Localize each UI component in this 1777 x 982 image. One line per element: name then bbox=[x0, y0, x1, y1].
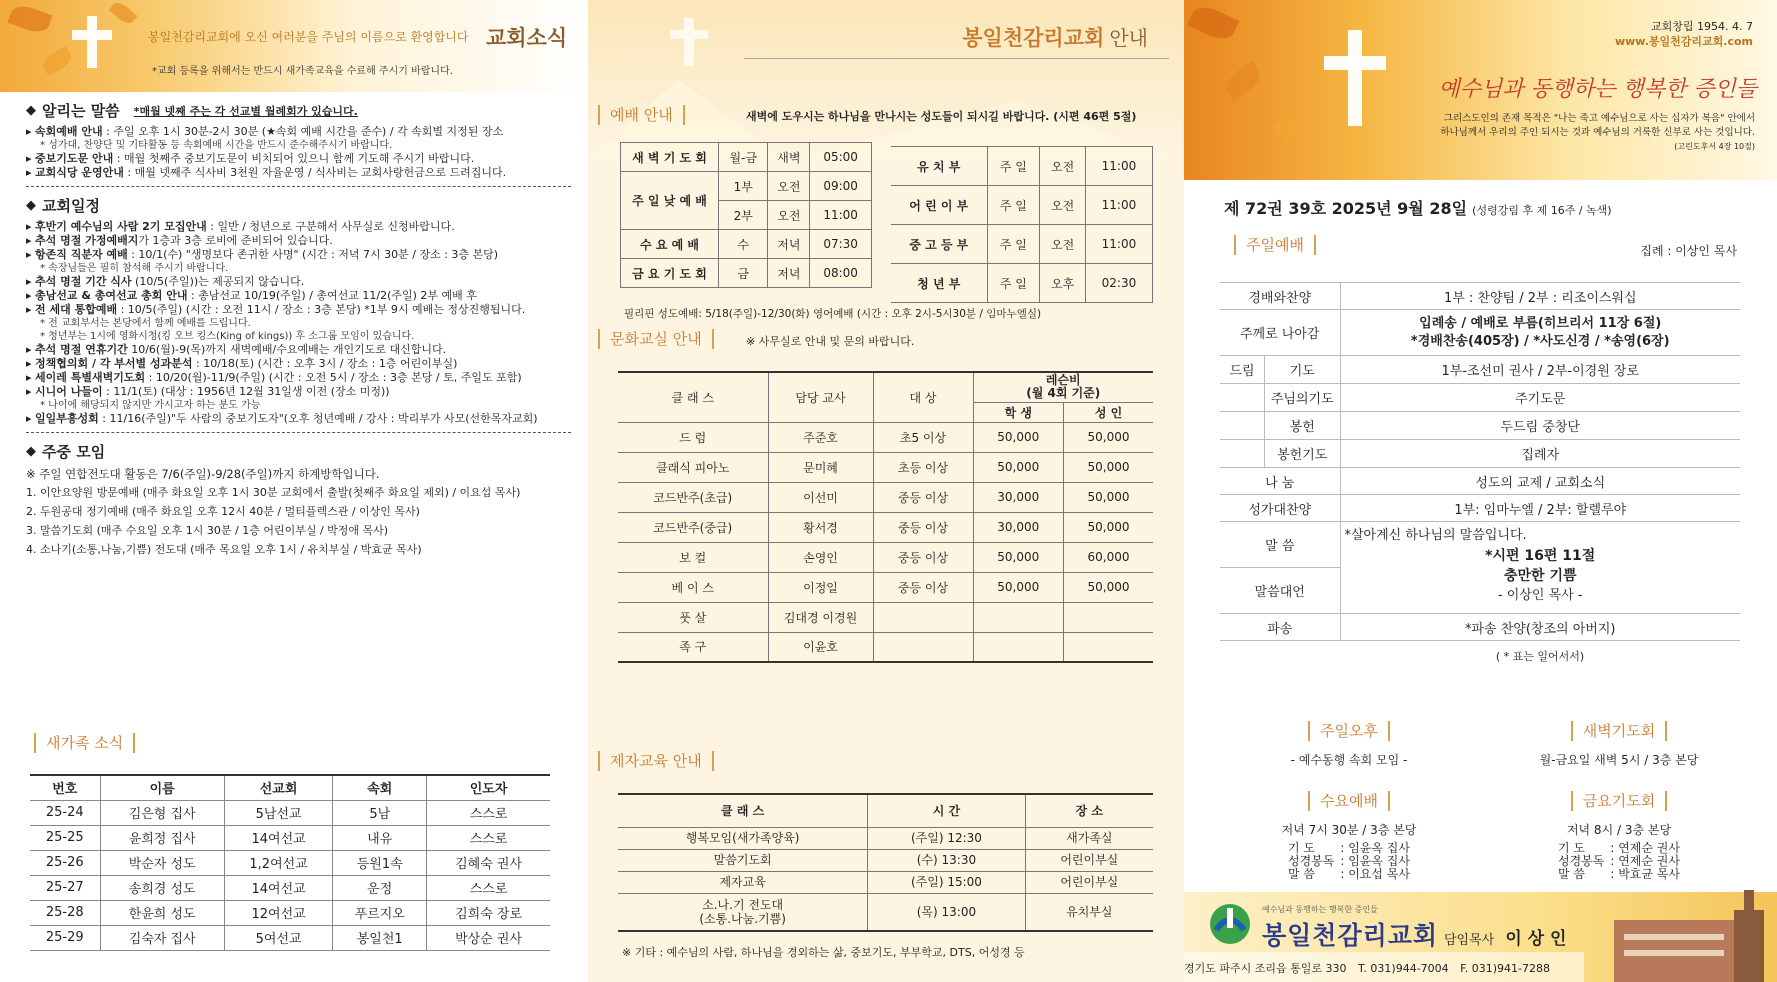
address-bar: 경기도 파주시 조리읍 통일로 330 T. 031)944-7004 F. 031)941-7288 bbox=[1184, 952, 1584, 982]
list-item: 3. 말씀기도회 (매주 수요일 오후 1시 30분 / 1층 어린이부실 / 박정애 목사) bbox=[26, 524, 389, 537]
list-item: ▸ 세이레 특별새벽기도회 : 10/20(월)-11/9(주일) (시간 : 오전 5시 / 장소 : 3층 본당 / 토, 주일도 포함) bbox=[26, 371, 522, 384]
table-row: 풋 살 김대경 이경원 bbox=[618, 602, 1153, 632]
table-row: 코드반주(초급) 이선미 중등 이상 30,000 50,000 bbox=[618, 482, 1153, 512]
table-header: 선교회 bbox=[224, 775, 333, 800]
right-panel bbox=[1184, 0, 1777, 982]
table-row: 25-27 송희경 성도 14여선교 운정 스스로 bbox=[30, 875, 550, 900]
order-table bbox=[1220, 282, 1740, 641]
website-link[interactable]: www.봉일천감리교회.com bbox=[1614, 35, 1753, 48]
list-item-note: * 성가대, 찬양단 및 기타활동 등 속회예배 시간을 반드시 준수해주시기 바랍니다. bbox=[40, 140, 393, 151]
list-item-note: * 전 교회부서는 본당에서 함께 예배를 드립니다. bbox=[40, 318, 251, 329]
order-row: 나 눔 성도의 교제 / 교회소식 bbox=[1220, 468, 1740, 495]
worship-table-left bbox=[620, 142, 872, 288]
announce-list bbox=[26, 125, 571, 180]
service-block: 수요예배 저녁 7시 30분 / 3층 본당 기 도 : 임윤옥 집사 성경봉독 : 임윤옥 집사 말 씀 : 이요섭 목사 bbox=[1281, 792, 1417, 881]
col-adult: 성 인 bbox=[1064, 402, 1153, 422]
mid-title: 봉일천감리교회 안내 bbox=[962, 26, 1148, 50]
drim-label: 드림 bbox=[1229, 364, 1255, 379]
disciple-heading: 제자교육 안내 bbox=[588, 750, 724, 771]
registration-notice: *교회 등록을 위해서는 반드시 새가족교육을 수료해 주시기 바랍니다. bbox=[152, 66, 453, 77]
table-row: 새 벽 기 도 회 월-금 새벽 05:00 bbox=[621, 143, 872, 172]
service-block: 금요기도회 저녁 8시 / 3층 본당 기 도 : 연제순 권사 성경봉독 : 연제순 권사 말 씀 : 박효균 목사 bbox=[1557, 792, 1680, 881]
order-row: 주님의기도 주기도문 bbox=[1220, 384, 1740, 412]
worship-verse: 새벽에 도우시는 하나님을 만나시는 성도들이 되시길 바랍니다. (시편 46편 5절) bbox=[746, 110, 1137, 123]
table-header: 속회 bbox=[333, 775, 427, 800]
order-row: 파송 *파송 찬양(창조의 아버지) bbox=[1220, 614, 1740, 641]
slogan: 예수님과 동행하는 행복한 증인들 bbox=[1438, 77, 1757, 102]
culture-note: ※ 사무실로 안내 및 문의 바랍니다. bbox=[746, 335, 915, 348]
worship-table-right bbox=[891, 146, 1153, 303]
order-row: 말 씀 *살아계신 하나님의 말씀입니다. *시편 16편 11절 충만한 기쁨 - 이상인 목사 - bbox=[1220, 522, 1740, 568]
schedule-list bbox=[26, 220, 571, 426]
table-header: 클 래 스 bbox=[618, 794, 868, 827]
table-row: 말씀기도회 (수) 13:30 어린이부실 bbox=[618, 849, 1153, 871]
list-item: ▸ 중보기도문 안내 : 매월 첫째주 중보기도문이 비치되어 있으니 함께 기도해 주시기 바랍니다. bbox=[26, 152, 475, 165]
table-row: 주 일 낮 예 배 1부 오전 09:00 bbox=[621, 172, 872, 201]
middle-panel bbox=[588, 0, 1184, 982]
table-header: 이름 bbox=[100, 775, 224, 800]
table-row: 보 컬 손영인 중등 이상 50,000 60,000 bbox=[618, 542, 1153, 572]
list-item-note: * 청년부는 1시에 영화시청(킹 오브 킹스(King of kings)) 후 소그룹 모임이 있습니다. bbox=[40, 331, 415, 342]
announce-heading: ◆ 알리는 말씀 *매월 넷째 주는 각 선교별 월례회가 있습니다. bbox=[26, 102, 358, 120]
diamond-icon: ◆ bbox=[26, 198, 36, 213]
order-row: 봉헌 두드림 중창단 bbox=[1220, 412, 1740, 440]
issue-line: 제 72권 39호 2025년 9월 28일 (성령강림 후 제 16주 / 녹색) bbox=[1224, 199, 1612, 218]
list-item: ▸ 시니어 나들이 : 11/1(토) (대상 : 1956년 12월 31일생 이전 (장소 미정)) bbox=[26, 385, 390, 398]
table-row: 수 요 예 배 수 저녁 07:30 bbox=[621, 230, 872, 259]
schedule-heading: ◆ 교회일정 bbox=[26, 197, 100, 215]
list-item: 2. 두원공대 정기예배 (매주 화요일 오후 12시 40분 / 멀티플렉스관 / 이상인 목사) bbox=[26, 505, 420, 518]
divider bbox=[26, 186, 571, 187]
table-row: 25-25 윤희정 집사 14여선교 내유 스스로 bbox=[30, 825, 550, 850]
table-row: 행복모임(새가족양육) (주일) 12:30 새가족실 bbox=[618, 827, 1153, 849]
pastor: 담임목사 이 상 인 bbox=[1444, 929, 1567, 949]
list-item: ▸ 추석 명절 기간 식사 (10/5(주일))는 제공되지 않습니다. bbox=[26, 275, 305, 288]
order-row: 드림 기도 1부-조선미 권사 / 2부-이경원 장로 bbox=[1220, 356, 1740, 384]
table-row: 청 년 부 주 일 오후 02:30 bbox=[891, 264, 1153, 303]
table-row: 클래식 피아노 문미혜 초등 이상 50,000 50,000 bbox=[618, 452, 1153, 482]
order-row: 성가대찬양 1부: 임마누엘 / 2부: 할렐루야 bbox=[1220, 495, 1740, 522]
list-item: ▸ 속회예배 안내 : 주일 오후 1시 30분-2시 30분 (★속회 예배 시간을 준수) / 각 속회별 지정된 장소 bbox=[26, 125, 504, 138]
service-block: 주일오후 - 예수동행 속회 모임 - bbox=[1290, 722, 1408, 767]
col-class: 클 래 스 bbox=[618, 372, 768, 422]
announce-section bbox=[26, 100, 571, 557]
list-item: ▸ 항존직 직분자 예배 : 10/1(수) "생명보다 존귀한 사명" (시간 : 저녁 7시 30분 / 장소 : 3층 본당) bbox=[26, 248, 499, 261]
left-panel bbox=[0, 0, 588, 982]
col-fee: 레슨비 (월 4회 기준) bbox=[973, 372, 1153, 402]
church-name: 봉일천감리교회 bbox=[1262, 921, 1439, 950]
culture-heading: 문화교실 안내 bbox=[588, 328, 724, 349]
diamond-icon: ◆ bbox=[26, 103, 36, 118]
groups-intro: ※ 주일 연합전도대 활동은 7/6(주일)-9/28(주일)까지 하계방학입니다. bbox=[26, 467, 380, 481]
table-row: 제자교육 (주일) 15:00 어린이부실 bbox=[618, 871, 1153, 893]
table-header: 인도자 bbox=[427, 775, 550, 800]
table-row: 족 구 이윤호 bbox=[618, 632, 1153, 662]
table-header: 번호 bbox=[30, 775, 100, 800]
list-item: ▸ 전 세대 통합예배 : 10/5(주일) (시간 : 오전 11시 / 장소 : 3층 본당) *1부 9시 예배는 정상진행됩니다. bbox=[26, 303, 526, 316]
col-target: 대 상 bbox=[873, 372, 973, 422]
church-logo-icon bbox=[1206, 900, 1254, 948]
table-row: 어 린 이 부 주 일 오전 11:00 bbox=[891, 186, 1153, 225]
diamond-icon: ◆ bbox=[26, 444, 36, 459]
table-header: 장 소 bbox=[1025, 794, 1153, 827]
sunday-heading: 주일예배 bbox=[1224, 234, 1326, 255]
footer-slogan: 예수님과 동행하는 행복한 증인들 bbox=[1262, 905, 1378, 914]
table-row: 25-28 한윤희 성도 12여선교 푸르지오 김희숙 장로 bbox=[30, 900, 550, 925]
order-row: 말씀대언 bbox=[1220, 568, 1740, 614]
disciple-note: ※ 기타 : 예수님의 사람, 하나님을 경외하는 삶, 중보기도, 부부학교, DTS, 어성경 등 bbox=[622, 946, 1025, 959]
table-row: 베 이 스 이정일 중등 이상 50,000 50,000 bbox=[618, 572, 1153, 602]
service-block: 새벽기도회 월-금요일 새벽 5시 / 3층 본당 bbox=[1539, 722, 1699, 767]
disciple-table bbox=[618, 793, 1153, 932]
table-row: 중 고 등 부 주 일 오전 11:00 bbox=[891, 225, 1153, 264]
welcome-text: 봉일천감리교회에 오신 여러분을 주님의 이름으로 환영합니다 bbox=[148, 30, 469, 44]
groups-list bbox=[26, 486, 571, 557]
title-rule bbox=[744, 58, 1169, 59]
list-item: ▸ 추석 명절 가정예배지가 1층과 3층 로비에 준비되어 있습니다. bbox=[26, 234, 333, 247]
announce-note: *매월 넷째 주는 각 선교별 월례회가 있습니다. bbox=[133, 104, 358, 118]
order-row: 주께로 나아감 입례송 / 예배로 부름(히브리서 11장 6절) *경배찬송(405장) / *사도신경 / *송영(6장) bbox=[1220, 310, 1740, 356]
table-row: 드 럼 주준호 초5 이상 50,000 50,000 bbox=[618, 422, 1153, 452]
newfamily-heading: 새가족 소식 bbox=[24, 732, 145, 753]
list-item: ▸ 후반기 예수님의 사람 2기 모집안내 : 일반 / 청년으로 구분해서 사무실로 신청바랍니다. bbox=[26, 220, 455, 233]
newfamily-table bbox=[30, 774, 550, 951]
list-item: 4. 소나기(소통,나눔,기쁨) 전도대 (매주 목요일 오후 1시 / 유치부실 / 박효균 목사) bbox=[26, 543, 422, 556]
list-item: ▸ 총남선교 & 총여선교 총회 안내 : 총남선교 10/19(주일) / 총여선교 11/2(주일) 2부 예배 후 bbox=[26, 289, 477, 302]
list-item: ▸ 추석 명절 연휴기간 10/6(월)-9(목)까지 새벽예배/수요예배는 개인기도로 대신합니다. bbox=[26, 343, 447, 356]
mission-statement: 그리스도인의 존재 목적은 "나는 죽고 예수님으로 사는 십자가 복음" 안에서 하나님께서 우리의 주인 되시는 것과 예수님의 거룩한 신부로 사는 것입니다. (고린도후서 4장 10절) bbox=[1440, 113, 1755, 151]
table-row: 소.나.기 전도대 (소통.나눔.기쁨) (목) 13:00 유치부실 bbox=[618, 893, 1153, 931]
divider bbox=[26, 432, 571, 433]
order-note: ( * 표는 일어서서) bbox=[1495, 650, 1585, 663]
table-row: 25-29 김숙자 집사 5여선교 봉일천1 박상순 권사 bbox=[30, 925, 550, 950]
page-title: 교회소식 bbox=[486, 26, 568, 50]
culture-table bbox=[618, 371, 1153, 663]
order-row: 경배와찬양 1부 : 찬양팀 / 2부 : 리조이스워십 bbox=[1220, 283, 1740, 310]
list-item: ▸ 일일부흥성회 : 11/16(주일)"두 사람의 중보기도자"(오후 청년예배 / 강사 : 박리부가 사모(선한목자교회) bbox=[26, 412, 538, 425]
table-row: 코드반주(중급) 황서경 중등 이상 30,000 50,000 bbox=[618, 512, 1153, 542]
table-row: 2부 오전 11:00 bbox=[621, 201, 872, 230]
presider: 집례 : 이상인 목사 bbox=[1640, 244, 1737, 258]
list-item: ▸ 교회식당 운영안내 : 매월 넷째주 식사비 3천원 자율운영 / 식사비는 교회사랑헌금으로 드려집니다. bbox=[26, 166, 507, 179]
groups-heading: ◆ 주중 모임 bbox=[26, 443, 106, 461]
church-building-image bbox=[1604, 890, 1777, 982]
col-student: 학 생 bbox=[973, 402, 1064, 422]
list-item: 1. 이안요양원 방문예배 (매주 화요일 오후 1시 30분 교회에서 출발(첫째주 화요일 제외) / 이요섭 목사) bbox=[26, 486, 521, 499]
table-row: 25-24 김은형 집사 5남선교 5남 스스로 bbox=[30, 800, 550, 825]
worship-note: 필리핀 성도예배: 5/18(주일)-12/30(화) 영어예배 (시간 : 오후 2시-5시30분 / 임마누엘실) bbox=[624, 308, 1042, 320]
founded-date: 교회창립 1954. 4. 7 bbox=[1651, 20, 1753, 33]
table-row: 유 치 부 주 일 오전 11:00 bbox=[891, 147, 1153, 186]
worship-heading: 예배 안내 bbox=[588, 104, 695, 125]
order-row: 봉헌기도 집례자 bbox=[1220, 440, 1740, 468]
table-header: 시 간 bbox=[868, 794, 1025, 827]
table-row: 금 요 기 도 회 금 저녁 08:00 bbox=[621, 259, 872, 288]
list-item-note: * 속장님들은 필히 참석해 주시기 바랍니다. bbox=[40, 263, 229, 274]
table-row: 25-26 박순자 성도 1,2여선교 등원1속 김혜숙 권사 bbox=[30, 850, 550, 875]
col-teacher: 담당 교사 bbox=[768, 372, 873, 422]
list-item: ▸ 정책협의회 / 각 부서별 성과분석 : 10/18(토) (시간 : 오후 3시 / 장소 : 1층 어린이부실) bbox=[26, 357, 458, 370]
list-item-note: * 나이에 해당되지 않지만 가시고자 하는 분도 가능 bbox=[40, 400, 261, 411]
